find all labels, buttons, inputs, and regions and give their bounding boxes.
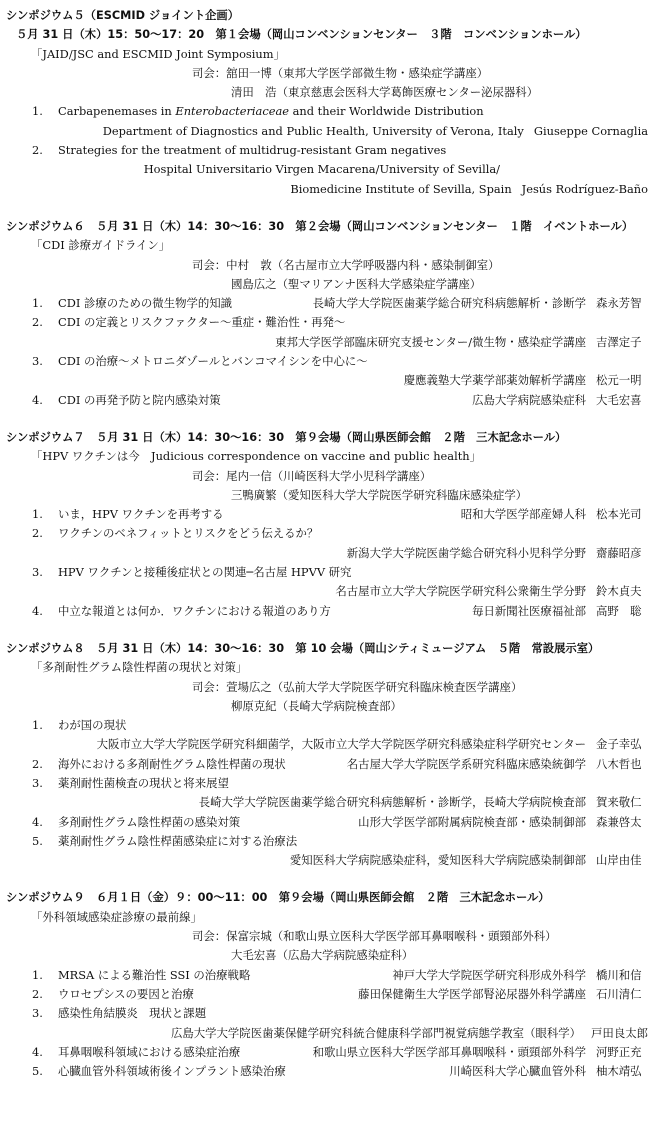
affiliation: Hospital Universitario Virgen Macarena/University of Sevilla/ xyxy=(143,162,500,177)
speaker-name: Giuseppe Cornaglia xyxy=(533,123,648,138)
affiliation: 山形大学医学部附属病院検査部・感染制御部 森兼啓太 xyxy=(358,813,648,832)
talk-number: 4. xyxy=(32,1044,43,1059)
symposium xyxy=(6,888,648,1081)
affiliation: Biomedicine Institute of Sevilla, Spain xyxy=(290,181,512,196)
speaker-name: 山岸由佳 xyxy=(596,853,642,868)
talk-affiliation-line xyxy=(6,544,648,563)
speaker-name: 森永芳智 xyxy=(596,296,642,311)
speaker-name: 河野正充 xyxy=(596,1044,642,1059)
symposium-heading: シンポジウム９ ６月１日（金）９：00～11：00 第９会場（岡山県医師会館 ２階 三木記念ホール） xyxy=(6,891,550,905)
talk-number: 2. xyxy=(32,526,43,541)
talk-affiliation-line xyxy=(6,333,648,352)
speaker-name: 松本光司 xyxy=(596,507,642,522)
talk xyxy=(6,294,648,313)
affiliation: 広島大学大学院医歯薬保健学研究科統合健康科学部門視覚病態学教室（眼科学） xyxy=(170,1025,582,1040)
speaker-name: 賀来敬仁 xyxy=(596,795,642,810)
affiliation: 長崎大学大学院医歯薬学総合研究科病態解析・診断学 森永芳智 xyxy=(313,294,648,313)
talk xyxy=(6,563,648,582)
talk-title: いま，HPV ワクチンを再考する xyxy=(58,507,224,522)
talk-affiliation-line xyxy=(6,180,648,199)
talk-title: CDI の治療～メトロニダゾールとバンコマイシンを中心に～ xyxy=(58,354,368,369)
symposium xyxy=(6,639,648,871)
talk xyxy=(6,1062,648,1081)
talk xyxy=(6,966,648,985)
talk-number: 1. xyxy=(32,296,43,311)
talk-number: 2. xyxy=(32,315,43,330)
talk xyxy=(6,352,648,371)
talk-number: 1. xyxy=(32,507,43,522)
symposium-title: 「JAID/JSC and ESCMID Joint Symposium」 xyxy=(31,46,285,61)
affiliation: 東邦大学医学部臨床研究支援センター/微生物・感染症学講座 xyxy=(275,334,586,349)
symposium-heading: シンポジウム６ ５月 31 日（木）14：30～16：30 第２会場（岡山コンベンションセンター １階 イベントホール） xyxy=(6,219,634,233)
chair: 柳原克紀（長崎大学病院検査部） xyxy=(231,698,402,713)
talk-number: 4. xyxy=(32,392,43,407)
affiliation: 長崎大学大学院医歯薬学総合研究科病態解析・診断学，長崎大学病院検査部 xyxy=(198,795,586,810)
affiliation: 愛知医科大学病院感染症科，愛知医科大学病院感染制御部 xyxy=(289,853,586,868)
chair: 司会：舘田一博（東邦大学医学部微生物・感染症学講座） xyxy=(192,65,489,80)
talk-title: 耳鼻咽喉科領域における感染症治療 xyxy=(58,1044,241,1059)
talk xyxy=(6,524,648,543)
affiliation: 名古屋大学大学院医学系研究科臨床感染統御学 八木哲也 xyxy=(347,755,648,774)
talk xyxy=(6,832,648,851)
speaker-name: 松元一明 xyxy=(596,373,642,388)
talk-title: Carbapenemases in Enterobacteriaceae and their Worldwide Distribution xyxy=(58,104,484,119)
symposium-heading: シンポジウム８ ５月 31 日（木）14：30～16：30 第 10 会場（岡山シティミュージアム ５階 常設展示室） xyxy=(6,641,600,655)
talk-number: 1. xyxy=(32,104,43,119)
chair: 國島広之（聖マリアンナ医科大学感染症学講座） xyxy=(231,276,482,291)
talk xyxy=(6,774,648,793)
talk-title: 薬剤耐性菌検査の現状と将来展望 xyxy=(58,775,229,790)
speaker-name: 高野 聡 xyxy=(596,603,642,618)
symposium-title: 「CDI 診療ガイドライン」 xyxy=(31,238,171,253)
affiliation: Department of Diagnostics and Public Health, University of Verona, Italy xyxy=(102,123,524,138)
affiliation: 川崎医科大学心臓血管外科 柚木靖弘 xyxy=(449,1062,648,1081)
speaker-name: 鈴木貞夫 xyxy=(596,584,642,599)
talk-affiliation-line xyxy=(6,122,648,141)
chair: 司会：中村 敦（名古屋市立大学呼吸器内科・感染制御室） xyxy=(192,257,500,272)
talk-title: MRSA による難治性 SSI の治療戦略 xyxy=(58,967,251,982)
talk-number: 3. xyxy=(32,565,43,580)
talk-affiliation-line xyxy=(6,735,648,754)
talk-number: 4. xyxy=(32,603,43,618)
speaker-name: 森兼啓太 xyxy=(596,814,642,829)
talk xyxy=(6,505,648,524)
talk xyxy=(6,141,648,160)
talk xyxy=(6,391,648,410)
chair: 司会：保富宗城（和歌山県立医科大学医学部耳鼻咽喉科・頭頸部外科） xyxy=(192,929,557,944)
talk-affiliation-line xyxy=(6,793,648,812)
symposium-title: 「HPV ワクチンは今 Judicious correspondence on vaccine and public health」 xyxy=(31,449,482,464)
chair: 三鴨廣繁（愛知医科大学大学院医学研究科臨床感染症学） xyxy=(231,487,528,502)
talk-title: 中立な報道とは何か．ワクチンにおける報道のあり方 xyxy=(58,603,331,618)
talk xyxy=(6,716,648,735)
session-info: ５月 31 日（木）15：50～17：20 第１会場（岡山コンベンションセンター ３階 コンベンションホール） xyxy=(16,28,587,42)
talk-title: ワクチンのベネフィットとリスクをどう伝えるか？ xyxy=(58,526,319,541)
talk-affiliation-line xyxy=(6,371,648,390)
speaker-name: 柚木靖弘 xyxy=(596,1064,642,1079)
talk-title: Strategies for the treatment of multidrug-resistant Gram negatives xyxy=(58,143,447,158)
affiliation: 慶應義塾大学薬学部薬効解析学講座 xyxy=(403,373,586,388)
speaker-name: Jesús Rodríguez-Baño xyxy=(521,181,648,196)
affiliation: 昭和大学医学部産婦人科 松本光司 xyxy=(461,505,648,524)
affiliation: 神戸大学大学院医学研究科形成外科学 橋川和信 xyxy=(392,966,648,985)
talk-number: 3. xyxy=(32,1006,43,1021)
affiliation: 藤田保健衛生大学医学部腎泌尿器外科学講座 石川清仁 xyxy=(358,985,648,1004)
talk xyxy=(6,313,648,332)
talk xyxy=(6,602,648,621)
affiliation: 毎日新聞社医療福祉部 高野 聡 xyxy=(472,602,648,621)
talk-number: 2. xyxy=(32,986,43,1001)
chair: 清田 浩（東京慈恵会医科大学葛飾医療センター泌尿器科） xyxy=(231,85,539,100)
symposium-title: 「多剤耐性グラム陰性桿菌の現状と対策」 xyxy=(31,660,248,675)
talk-number: 5. xyxy=(32,833,43,848)
speaker-name: 戸田良太郎 xyxy=(591,1025,648,1040)
talk-title: CDI 診療のための微生物学的知識 xyxy=(58,296,233,311)
talk-number: 5. xyxy=(32,1064,43,1079)
talk-affiliation-line xyxy=(6,160,648,179)
speaker-name: 吉澤定子 xyxy=(596,334,642,349)
talk-number: 3. xyxy=(32,354,43,369)
symposium xyxy=(6,428,648,621)
talk xyxy=(6,1004,648,1023)
speaker-name: 金子幸弘 xyxy=(596,737,642,752)
talk-affiliation-line xyxy=(6,1024,648,1043)
symposium xyxy=(6,217,648,410)
talk-affiliation-line xyxy=(6,582,648,601)
symposium xyxy=(6,6,648,199)
talk-number: 2. xyxy=(32,143,43,158)
chair: 司会：尾内一信（川崎医科大学小児科学講座） xyxy=(192,468,432,483)
speaker-name: 大毛宏喜 xyxy=(596,392,642,407)
talk-number: 4. xyxy=(32,814,43,829)
talk-title: 薬剤耐性グラム陰性桿菌感染症に対する治療法 xyxy=(58,833,298,848)
talk-title: CDI の定義とリスクファクター～重症・難治性・再発～ xyxy=(58,315,346,330)
chair: 司会：萱場広之（弘前大学大学院医学研究科臨床検査医学講座） xyxy=(192,679,523,694)
talk-affiliation-line xyxy=(6,851,648,870)
talk-title: ウロセプシスの要因と治療 xyxy=(58,986,194,1001)
symposium-heading: シンポジウム５（ESCMID ジョイント企画） xyxy=(6,9,240,22)
talk xyxy=(6,813,648,832)
speaker-name: 石川清仁 xyxy=(596,986,642,1001)
talk-number: 3. xyxy=(32,775,43,790)
symposium-title: 「外科領域感染症診療の最前線」 xyxy=(31,909,202,924)
symposium-heading: シンポジウム７ ５月 31 日（木）14：30～16：30 第９会場（岡山県医師会館 ２階 三木記念ホール） xyxy=(6,430,567,444)
talk-title: 感染性角結膜炎 現状と課題 xyxy=(58,1006,207,1021)
talk xyxy=(6,1043,648,1062)
talk-title: 心臓血管外科領域術後インプラント感染治療 xyxy=(58,1064,286,1079)
affiliation: 和歌山県立医科大学医学部耳鼻咽喉科・頭頸部外科学 河野正充 xyxy=(313,1043,648,1062)
talk xyxy=(6,985,648,1004)
talk-title: 多剤耐性グラム陰性桿菌の感染対策 xyxy=(58,814,241,829)
talk-number: 2. xyxy=(32,756,43,771)
affiliation: 広島大学病院感染症科 大毛宏喜 xyxy=(472,391,648,410)
talk xyxy=(6,755,648,774)
talk-title: 海外における多剤耐性グラム陰性桿菌の現状 xyxy=(58,756,286,771)
affiliation: 名古屋市立大学大学院医学研究科公衆衛生学分野 xyxy=(335,584,586,599)
affiliation: 大阪市立大学大学院医学研究科細菌学，大阪市立大学大学院医学研究科感染症科学研究センター xyxy=(96,737,586,752)
chair: 大毛宏喜（広島大学病院感染症科） xyxy=(231,948,414,963)
talk-number: 1. xyxy=(32,718,43,733)
speaker-name: 八木哲也 xyxy=(596,756,642,771)
speaker-name: 齋藤昭彦 xyxy=(596,545,642,560)
speaker-name: 橋川和信 xyxy=(596,967,642,982)
talk-title: CDI の再発予防と院内感染対策 xyxy=(58,392,221,407)
talk-number: 1. xyxy=(32,967,43,982)
talk xyxy=(6,102,648,121)
talk-title: HPV ワクチンと接種後症状との関連─名古屋 HPVV 研究 xyxy=(58,565,352,580)
affiliation: 新潟大学大学院医歯学総合研究科小児科学分野 xyxy=(346,545,586,560)
talk-title: わが国の現状 xyxy=(58,718,127,733)
